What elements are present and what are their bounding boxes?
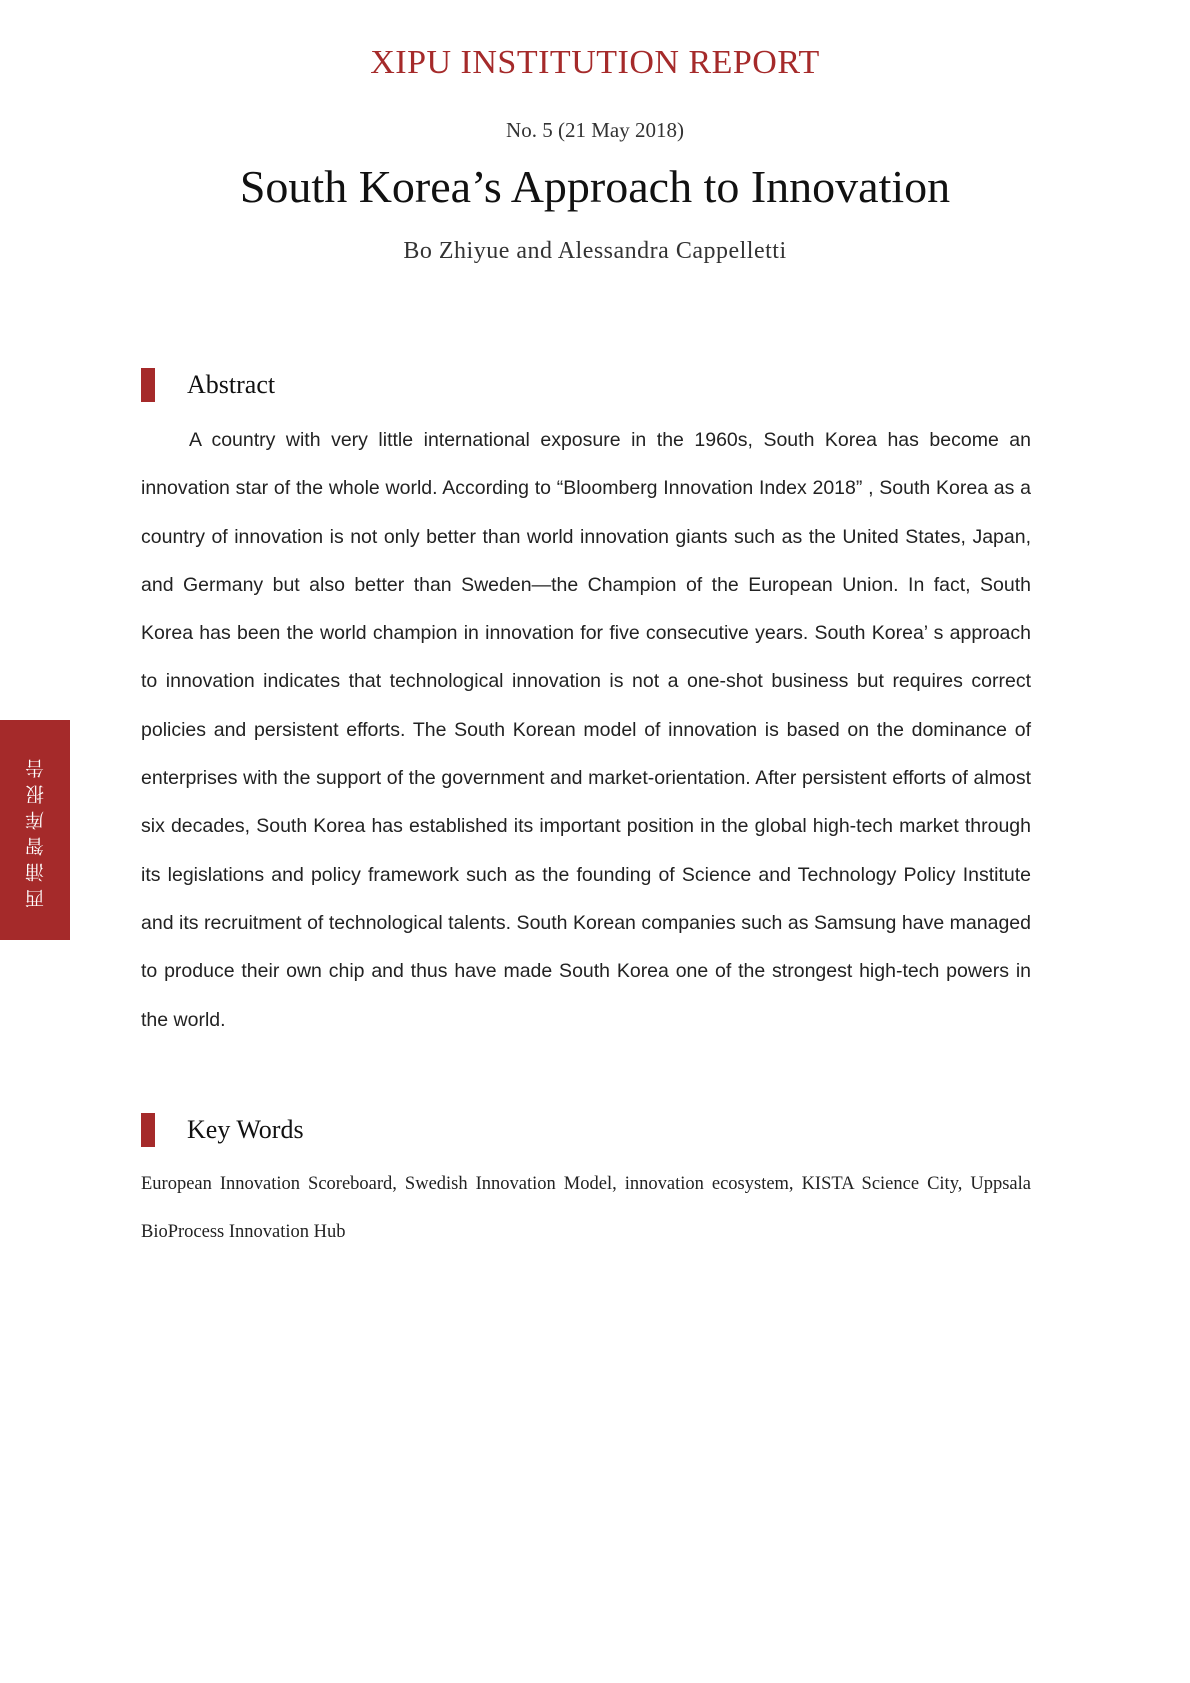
side-tab-label: 西浦智库报告 [24, 752, 47, 908]
abstract-heading-marker [141, 368, 155, 402]
side-tab [0, 720, 70, 940]
keywords-text: European Innovation Scoreboard, Swedish Innovation Model, innovation ecosystem, KISTA Science City, Uppsala BioProcess Innovation Hub [141, 1174, 1031, 1242]
keywords-heading-row [141, 1113, 304, 1147]
abstract-heading: Abstract [187, 370, 276, 399]
abstract-text: A country with very little international exposure in the 1960s, South Korea has become an innovation star of the whole world. According to “Bloomberg Innovation Index 2018” , South Korea as a country of innovation is not only better than world innovation giants such as the United States, Japan, and Germany but also better than Sweden—the Champion of the European Union. In fact, South Korea has been the world champion in innovation for five consecutive years. South Korea’ s approach to innovation indicates that technological innovation is not a one-shot business but requires correct policies and persistent efforts. The South Korean model of innovation is based on the dominance of enterprises with the support of the government and market-orientation. After persistent efforts of almost six decades, South Korea has established its important position in the global high-tech market through its legislations and policy framework such as the founding of Science and Technology Policy Institute and its recruitment of technological talents. South Korean companies such as Samsung have managed to produce their own chip and thus have made South Korea one of the strongest high-tech powers in the world. [141, 429, 1031, 1031]
report-header: XIPU INSTITUTION REPORT [370, 44, 820, 81]
keywords-heading-marker [141, 1113, 155, 1147]
authors: Bo Zhiyue and Alessandra Cappelletti [403, 238, 787, 264]
issue-number: No. 5 (21 May 2018) [506, 118, 684, 142]
page-title: South Korea’s Approach to Innovation [239, 161, 951, 212]
abstract-heading-row [141, 368, 275, 402]
keywords-heading: Key Words [187, 1115, 304, 1144]
